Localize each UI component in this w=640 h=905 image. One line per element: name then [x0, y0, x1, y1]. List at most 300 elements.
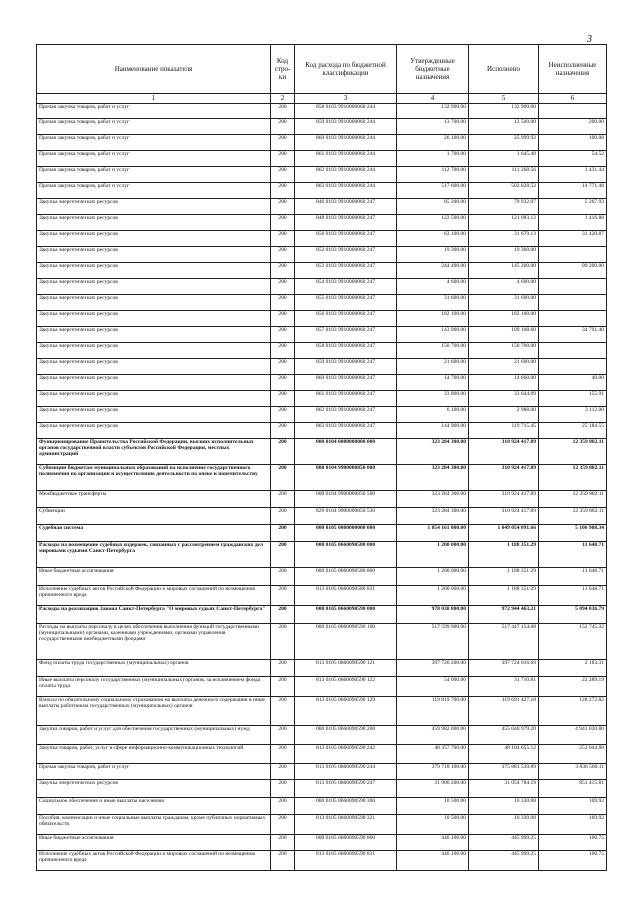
table-row: [37, 697, 607, 726]
table-row: [37, 135, 607, 151]
table-row: [37, 263, 607, 279]
row-expense-code: 813 0105 0660090590 831: [295, 851, 397, 871]
row-approved-amount: 459 982 000.00: [397, 726, 469, 745]
row-line-code: 200: [271, 624, 295, 660]
row-executed-amount: 310 924 417.89: [469, 491, 539, 508]
row-approved-amount: 54 000.00: [397, 677, 469, 697]
row-unexecuted-amount: 12 359 882.11: [539, 465, 607, 491]
row-line-code: 200: [271, 439, 295, 465]
row-approved-amount: 4 600.00: [397, 279, 469, 295]
row-executed-amount: 19 300.00: [469, 247, 539, 263]
row-expense-code: 813 0105 0660090590 321: [295, 815, 397, 835]
row-executed-amount: 1 188 351.29: [469, 586, 539, 606]
row-indicator-name: Закупка товаров, работ, услуг в сфере информационно-коммуникационных технологий: [37, 745, 271, 764]
row-unexecuted-amount: [539, 279, 607, 295]
row-indicator-name: Закупка энергетических ресурсов: [37, 391, 271, 407]
row-unexecuted-amount: 25 184.55: [539, 423, 607, 439]
row-indicator-name: Прочая закупка товаров, работ и услуг: [37, 167, 271, 183]
row-expense-code: 857 0103 9910000060 247: [295, 327, 397, 343]
row-approved-amount: 14 700.00: [397, 375, 469, 391]
row-line-code: 200: [271, 660, 295, 677]
row-expense-code: 859 0103 9910000060 244: [295, 119, 397, 135]
row-indicator-name: Расходы на реализацию Закона Санкт-Петербурга "О мировых судьях Санкт-Петербурга": [37, 606, 271, 624]
row-unexecuted-amount: 253 044.88: [539, 745, 607, 764]
column-number: 3: [295, 94, 397, 104]
row-unexecuted-amount: [539, 247, 607, 263]
row-executed-amount: 310 924 417.89: [469, 465, 539, 491]
row-approved-amount: 143 900.00: [397, 327, 469, 343]
row-approved-amount: 112 700.00: [397, 167, 469, 183]
row-executed-amount: 517 447 154.68: [469, 624, 539, 660]
table-row: [37, 343, 607, 359]
row-line-code: 200: [271, 327, 295, 343]
row-unexecuted-amount: 1 416.88: [539, 215, 607, 231]
row-line-code: 200: [271, 167, 295, 183]
row-expense-code: 813 0105 0660090590 122: [295, 677, 397, 697]
table-row: [37, 167, 607, 183]
row-indicator-name: Прочая закупка товаров, работ и услуг: [37, 183, 271, 199]
row-executed-amount: 445 999.25: [469, 835, 539, 851]
row-indicator-name: Закупка энергетических ресурсов: [37, 295, 271, 311]
row-unexecuted-amount: 12 359 882.11: [539, 491, 607, 508]
row-line-code: 200: [271, 231, 295, 247]
row-approved-amount: 323 284 300.00: [397, 508, 469, 525]
row-line-code: 200: [271, 295, 295, 311]
row-executed-amount: 150 700.00: [469, 343, 539, 359]
row-executed-amount: 21 600.00: [469, 359, 539, 375]
row-expense-code: 813 0105 0660090580 831: [295, 586, 397, 606]
row-indicator-name: Иные бюджетные ассигнования: [37, 835, 271, 851]
table-row: [37, 851, 607, 871]
row-indicator-name: Взносы по обязательному социальному страхованию на выплаты денежного содержания и иные выплаты работникам государственных (муниципальных) органов: [37, 697, 271, 726]
row-unexecuted-amount: 851 415.81: [539, 780, 607, 798]
row-approved-amount: 10 500.00: [397, 815, 469, 835]
header-indicator-name: Наименование показателя: [37, 45, 271, 94]
row-executed-amount: 31 710.81: [469, 677, 539, 697]
row-executed-amount: 375 881 539.89: [469, 764, 539, 780]
row-expense-code: 862 0103 9910000060 247: [295, 407, 397, 423]
row-unexecuted-amount: 5 094 036.79: [539, 606, 607, 624]
row-approved-amount: 517 600.00: [397, 183, 469, 199]
row-executed-amount: 10 330.08: [469, 798, 539, 815]
row-indicator-name: Межбюджетные трансферты: [37, 491, 271, 508]
table-row: [37, 525, 607, 542]
row-executed-amount: 31 679.13: [469, 231, 539, 247]
row-approved-amount: 119 819 700.00: [397, 697, 469, 726]
table-row: [37, 780, 607, 798]
row-approved-amount: 132 900.00: [397, 104, 469, 119]
row-line-code: 200: [271, 764, 295, 780]
row-approved-amount: 48 357 700.00: [397, 745, 469, 764]
row-line-code: 200: [271, 359, 295, 375]
row-executed-amount: 10 330.08: [469, 815, 539, 835]
row-executed-amount: 25 999.92: [469, 135, 539, 151]
row-unexecuted-amount: 11 648.71: [539, 568, 607, 586]
row-executed-amount: 455 040 979.20: [469, 726, 539, 745]
row-unexecuted-amount: [539, 104, 607, 119]
row-executed-amount: 48 104 655.12: [469, 745, 539, 764]
row-executed-amount: 31 054 784.19: [469, 780, 539, 798]
row-line-code: 200: [271, 151, 295, 167]
row-unexecuted-amount: 12 359 882.11: [539, 508, 607, 525]
row-approved-amount: 323 284 300.00: [397, 465, 469, 491]
row-expense-code: 860 0103 9910000060 244: [295, 135, 397, 151]
row-approved-amount: 1 200 000.00: [397, 542, 469, 568]
row-indicator-name: Закупка энергетических ресурсов: [37, 199, 271, 215]
row-indicator-name: Субвенции: [37, 508, 271, 525]
row-executed-amount: 109 108.60: [469, 327, 539, 343]
row-expense-code: 813 0105 0660090590 121: [295, 660, 397, 677]
row-line-code: 200: [271, 697, 295, 726]
row-approved-amount: 13 700.00: [397, 119, 469, 135]
row-expense-code: 000 0104 9900000850 000: [295, 465, 397, 491]
row-unexecuted-amount: 200.00: [539, 119, 607, 135]
row-expense-code: 853 0103 9910000060 247: [295, 263, 397, 279]
row-unexecuted-amount: 5 267.93: [539, 199, 607, 215]
row-expense-code: 813 0105 0660090590 247: [295, 780, 397, 798]
row-line-code: 200: [271, 311, 295, 327]
row-unexecuted-amount: 100.08: [539, 135, 607, 151]
row-executed-amount: 31 600.00: [469, 295, 539, 311]
row-executed-amount: 111 268.56: [469, 167, 539, 183]
column-number-row: [37, 94, 607, 104]
row-unexecuted-amount: 11 648.71: [539, 542, 607, 568]
row-line-code: 200: [271, 508, 295, 525]
row-executed-amount: 1 188 351.29: [469, 568, 539, 586]
row-unexecuted-amount: 14 771.48: [539, 183, 607, 199]
row-unexecuted-amount: [539, 359, 607, 375]
table-row: [37, 606, 607, 624]
header-unexecuted: Неисполненные назначения: [539, 45, 607, 94]
row-expense-code: 863 0103 9910000060 244: [295, 183, 397, 199]
row-indicator-name: Прочая закупка товаров, работ и услуг: [37, 764, 271, 780]
column-number: 2: [271, 94, 295, 104]
row-unexecuted-amount: 4 941 020.80: [539, 726, 607, 745]
row-indicator-name: Прочая закупка товаров, работ и услуг: [37, 135, 271, 151]
row-line-code: 200: [271, 119, 295, 135]
row-expense-code: 000 0105 0660090580 000: [295, 542, 397, 568]
row-executed-amount: 2 988.00: [469, 407, 539, 423]
row-line-code: 200: [271, 375, 295, 391]
row-approved-amount: 1 700.00: [397, 151, 469, 167]
row-line-code: 200: [271, 423, 295, 439]
row-unexecuted-amount: 31 420.87: [539, 231, 607, 247]
row-line-code: 200: [271, 677, 295, 697]
row-executed-amount: 119 715.45: [469, 423, 539, 439]
row-expense-code: 813 0105 0660090590 244: [295, 764, 397, 780]
row-indicator-name: Функционирование Правительства Российской Федерации, высших исполнительных органов государственной власти субъектов Российской Федерации, местных администраций: [37, 439, 271, 465]
table-row: [37, 423, 607, 439]
row-unexecuted-amount: [539, 295, 607, 311]
row-unexecuted-amount: 34 791.40: [539, 327, 607, 343]
table-row: [37, 183, 607, 199]
row-unexecuted-amount: 3 112.00: [539, 407, 607, 423]
table-row: [37, 407, 607, 423]
row-indicator-name: Иные бюджетные ассигнования: [37, 568, 271, 586]
row-indicator-name: Закупка энергетических ресурсов: [37, 407, 271, 423]
row-indicator-name: Закупка энергетических ресурсов: [37, 780, 271, 798]
row-expense-code: 000 0105 0660090590 200: [295, 726, 397, 745]
column-number: 1: [37, 94, 271, 104]
row-unexecuted-amount: 100.75: [539, 851, 607, 871]
table-row: [37, 151, 607, 167]
row-approved-amount: 1 200 000.00: [397, 568, 469, 586]
row-unexecuted-amount: 152 745.32: [539, 624, 607, 660]
row-approved-amount: 978 038 800.00: [397, 606, 469, 624]
row-executed-amount: 445 999.25: [469, 851, 539, 871]
row-expense-code: 850 0103 9910000060 247: [295, 231, 397, 247]
row-unexecuted-amount: 22 289.19: [539, 677, 607, 697]
row-approved-amount: 182 100.00: [397, 311, 469, 327]
row-approved-amount: 244 400.00: [397, 263, 469, 279]
column-number: 5: [469, 94, 539, 104]
row-approved-amount: 122 500.00: [397, 215, 469, 231]
header-line-code: Код стро-ки: [271, 45, 295, 94]
row-indicator-name: Закупка энергетических ресурсов: [37, 215, 271, 231]
row-approved-amount: 150 700.00: [397, 343, 469, 359]
row-executed-amount: 182 100.00: [469, 311, 539, 327]
row-unexecuted-amount: 99 200.00: [539, 263, 607, 279]
row-line-code: 200: [271, 815, 295, 835]
table-row: [37, 815, 607, 835]
row-indicator-name: Закупка энергетических ресурсов: [37, 231, 271, 247]
row-unexecuted-amount: 2 183.31: [539, 660, 607, 677]
row-indicator-name: Закупка энергетических ресурсов: [37, 343, 271, 359]
row-indicator-name: Закупка энергетических ресурсов: [37, 359, 271, 375]
row-expense-code: 858 0103 9910000060 244: [295, 104, 397, 119]
row-executed-amount: 14 660.00: [469, 375, 539, 391]
row-expense-code: 000 0105 0660090590 800: [295, 835, 397, 851]
table-row: [37, 586, 607, 606]
row-indicator-name: Расходы на возмещение судебных издержек, связанных с рассмотрением гражданских дел мировыми судьями Санкт-Петербурга: [37, 542, 271, 568]
row-indicator-name: Закупка товаров, работ и услуг для обеспечения государственных (муниципальных) нужд: [37, 726, 271, 745]
row-expense-code: 000 0104 0000000000 000: [295, 439, 397, 465]
table-row: [37, 745, 607, 764]
table-row: [37, 764, 607, 780]
row-expense-code: 000 0105 0660090590 000: [295, 606, 397, 624]
row-line-code: 200: [271, 745, 295, 764]
row-approved-amount: 31 906 200.00: [397, 780, 469, 798]
table-row: [37, 104, 607, 119]
row-expense-code: 861 0103 9910000060 247: [295, 391, 397, 407]
row-unexecuted-amount: 155.91: [539, 391, 607, 407]
row-expense-code: 859 0103 9910000060 247: [295, 359, 397, 375]
row-approved-amount: 85 200.00: [397, 199, 469, 215]
row-indicator-name: Судебная система: [37, 525, 271, 542]
table-row: [37, 327, 607, 343]
row-line-code: 200: [271, 263, 295, 279]
row-line-code: 200: [271, 780, 295, 798]
row-executed-amount: 121 083.12: [469, 215, 539, 231]
table-row: [37, 491, 607, 508]
row-expense-code: 855 0103 9910000060 247: [295, 295, 397, 311]
row-executed-amount: 397 724 016.69: [469, 660, 539, 677]
table-row: [37, 215, 607, 231]
row-executed-amount: 1 645.48: [469, 151, 539, 167]
row-approved-amount: 1 054 161 000.00: [397, 525, 469, 542]
row-indicator-name: Закупка энергетических ресурсов: [37, 423, 271, 439]
row-line-code: 200: [271, 183, 295, 199]
table-row: [37, 375, 607, 391]
row-line-code: 200: [271, 542, 295, 568]
row-line-code: 200: [271, 391, 295, 407]
row-executed-amount: 502 828.52: [469, 183, 539, 199]
row-indicator-name: Расходы на выплаты персоналу в целях обеспечения выполнения функций государственными (муниципальными) органами, казенными учреждениями, органами управления государственными внебюджетными фондами: [37, 624, 271, 660]
row-executed-amount: 1 188 351.29: [469, 542, 539, 568]
row-line-code: 200: [271, 407, 295, 423]
table-header-row: [37, 45, 607, 94]
row-approved-amount: 323 284 300.00: [397, 439, 469, 465]
table-row: [37, 726, 607, 745]
table-row: [37, 231, 607, 247]
row-approved-amount: 63 100.00: [397, 231, 469, 247]
table-row: [37, 119, 607, 135]
header-approved: Утвержденные бюджетные назначения: [397, 45, 469, 94]
table-row: [37, 508, 607, 525]
row-executed-amount: 310 924 417.89: [469, 439, 539, 465]
table-row: [37, 798, 607, 815]
row-line-code: 200: [271, 247, 295, 263]
row-expense-code: 813 0105 0660090590 242: [295, 745, 397, 764]
row-expense-code: 856 0103 9910000060 247: [295, 311, 397, 327]
row-expense-code: 852 0103 9910000060 247: [295, 247, 397, 263]
row-expense-code: 861 0103 9910000060 244: [295, 151, 397, 167]
row-approved-amount: 31 600.00: [397, 295, 469, 311]
table-row: [37, 835, 607, 851]
row-indicator-name: Закупка энергетических ресурсов: [37, 263, 271, 279]
row-expense-code: 000 0104 9900000850 500: [295, 491, 397, 508]
row-unexecuted-amount: 40.00: [539, 375, 607, 391]
table-row: [37, 247, 607, 263]
row-indicator-name: Закупка энергетических ресурсов: [37, 311, 271, 327]
table-row: [37, 542, 607, 568]
row-approved-amount: 397 726 200.00: [397, 660, 469, 677]
table-row: [37, 439, 607, 465]
row-unexecuted-amount: 169.92: [539, 815, 607, 835]
row-approved-amount: 19 300.00: [397, 247, 469, 263]
row-expense-code: 000 0105 0660090580 800: [295, 568, 397, 586]
row-expense-code: 848 0103 9910000060 247: [295, 215, 397, 231]
page-number: 3: [587, 34, 592, 45]
budget-execution-table: [36, 44, 607, 871]
row-line-code: 200: [271, 525, 295, 542]
row-line-code: 200: [271, 726, 295, 745]
row-unexecuted-amount: 5 106 908.34: [539, 525, 607, 542]
row-approved-amount: 144 900.00: [397, 423, 469, 439]
row-line-code: 200: [271, 491, 295, 508]
row-line-code: 200: [271, 199, 295, 215]
row-unexecuted-amount: [539, 311, 607, 327]
row-approved-amount: 10 500.00: [397, 798, 469, 815]
row-executed-amount: 13 500.00: [469, 119, 539, 135]
row-approved-amount: 26 100.00: [397, 135, 469, 151]
row-unexecuted-amount: 12 359 882.11: [539, 439, 607, 465]
row-line-code: 200: [271, 104, 295, 119]
header-expense-code: Код расхода по бюджетной классификации: [295, 45, 397, 94]
row-expense-code: 863 0103 9910000060 247: [295, 423, 397, 439]
row-approved-amount: 33 800.00: [397, 391, 469, 407]
row-expense-code: 858 0103 9910000060 247: [295, 343, 397, 359]
row-expense-code: 000 0105 0000000000 000: [295, 525, 397, 542]
row-indicator-name: Исполнение судебных актов Российской Федерации и мировых соглашений по возмещению причиненного вреда: [37, 586, 271, 606]
row-approved-amount: 446 100.00: [397, 851, 469, 871]
row-unexecuted-amount: 3 836 560.11: [539, 764, 607, 780]
table-row: [37, 465, 607, 491]
row-line-code: 200: [271, 279, 295, 295]
header-executed: Исполнено: [469, 45, 539, 94]
row-indicator-name: Закупка энергетических ресурсов: [37, 279, 271, 295]
table-row: [37, 279, 607, 295]
row-approved-amount: 1 200 000.00: [397, 586, 469, 606]
row-expense-code: 854 0103 9910000060 247: [295, 279, 397, 295]
row-line-code: 200: [271, 798, 295, 815]
row-unexecuted-amount: [539, 343, 607, 359]
row-executed-amount: 119 691 427.18: [469, 697, 539, 726]
row-unexecuted-amount: 54.52: [539, 151, 607, 167]
row-executed-amount: 132 900.00: [469, 104, 539, 119]
row-expense-code: 829 0104 9900000850 530: [295, 508, 397, 525]
row-indicator-name: Субвенции бюджетам муниципальных образований на исполнение государственного полномочия по организации и осуществлению деятельности по опеке и попечительству: [37, 465, 271, 491]
row-expense-code: 862 0103 9910000060 244: [295, 167, 397, 183]
row-approved-amount: 323 284 300.00: [397, 491, 469, 508]
column-number: 4: [397, 94, 469, 104]
row-indicator-name: Прочая закупка товаров, работ и услуг: [37, 119, 271, 135]
row-indicator-name: Прочая закупка товаров, работ и услуг: [37, 151, 271, 167]
row-indicator-name: Прочая закупка товаров, работ и услуг: [37, 104, 271, 119]
row-indicator-name: Социальное обеспечение и иные выплаты населению: [37, 798, 271, 815]
row-executed-amount: 4 600.00: [469, 279, 539, 295]
row-unexecuted-amount: 169.92: [539, 798, 607, 815]
row-indicator-name: Закупка энергетических ресурсов: [37, 247, 271, 263]
row-line-code: 200: [271, 343, 295, 359]
table-row: [37, 199, 607, 215]
row-expense-code: 813 0105 0660090590 129: [295, 697, 397, 726]
row-executed-amount: 310 924 417.89: [469, 508, 539, 525]
row-indicator-name: Исполнение судебных актов Российской Федерации и мировых соглашений по возмещению причиненного вреда: [37, 851, 271, 871]
row-line-code: 200: [271, 586, 295, 606]
row-line-code: 200: [271, 135, 295, 151]
row-expense-code: 846 0103 9910000060 247: [295, 199, 397, 215]
table-row: [37, 677, 607, 697]
row-executed-amount: 972 944 463.21: [469, 606, 539, 624]
table-row: [37, 295, 607, 311]
table-row: [37, 391, 607, 407]
row-indicator-name: Пособия, компенсации и иные социальные выплаты гражданам, кроме публичных нормативных обязательств: [37, 815, 271, 835]
row-expense-code: 000 0105 0660090590 100: [295, 624, 397, 660]
row-line-code: 200: [271, 851, 295, 871]
column-number: 6: [539, 94, 607, 104]
table-row: [37, 660, 607, 677]
row-indicator-name: Закупка энергетических ресурсов: [37, 327, 271, 343]
row-line-code: 200: [271, 465, 295, 491]
row-unexecuted-amount: 128 272.82: [539, 697, 607, 726]
row-line-code: 200: [271, 835, 295, 851]
row-expense-code: 860 0103 9910000060 247: [295, 375, 397, 391]
row-approved-amount: 21 600.00: [397, 359, 469, 375]
row-approved-amount: 446 100.00: [397, 835, 469, 851]
table-body: [37, 104, 607, 871]
row-indicator-name: Фонд оплаты труда государственных (муниципальных) органов: [37, 660, 271, 677]
row-executed-amount: 79 932.07: [469, 199, 539, 215]
row-indicator-name: Иные выплаты персоналу государственных (муниципальных) органов, за исключением фонда оплаты труда: [37, 677, 271, 697]
row-executed-amount: 33 644.09: [469, 391, 539, 407]
row-approved-amount: 379 718 100.00: [397, 764, 469, 780]
row-approved-amount: 6 100.00: [397, 407, 469, 423]
row-line-code: 200: [271, 215, 295, 231]
table-row: [37, 624, 607, 660]
row-indicator-name: Закупка энергетических ресурсов: [37, 375, 271, 391]
row-unexecuted-amount: 11 648.71: [539, 586, 607, 606]
